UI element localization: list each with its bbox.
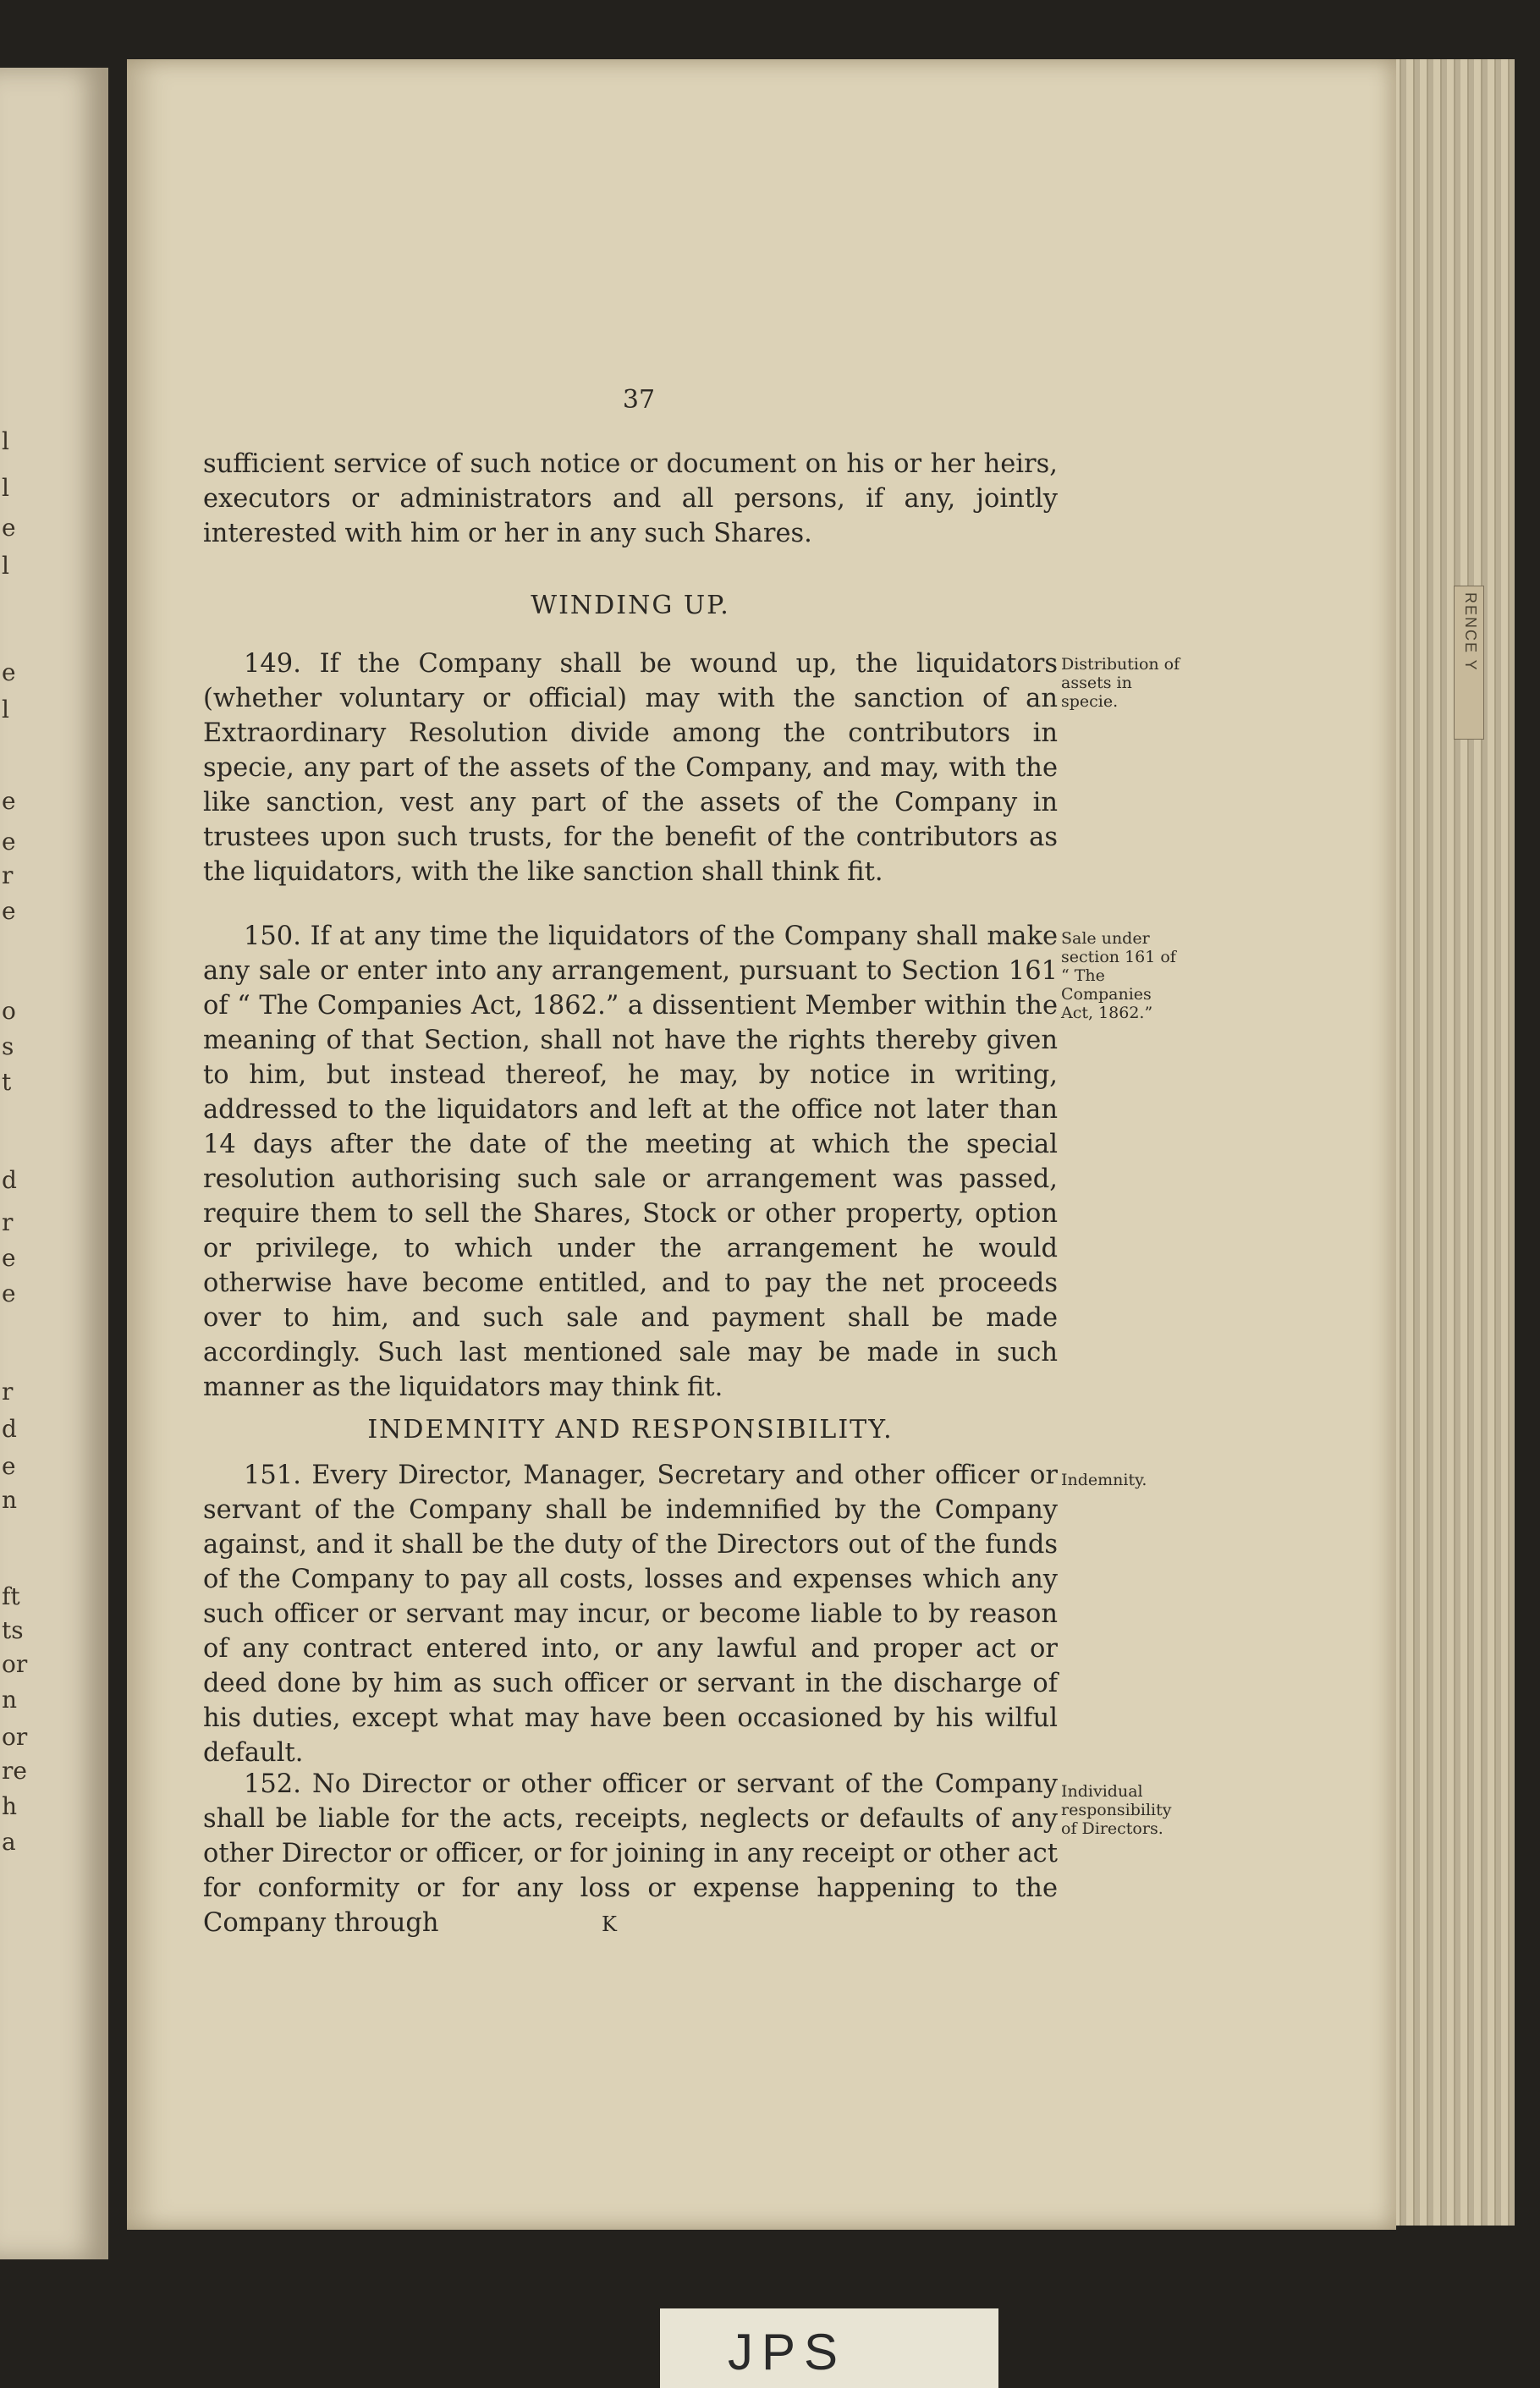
left-page-letter: n — [2, 1686, 18, 1714]
page-number: 37 — [622, 385, 656, 415]
clause-151-text: 151. Every Director, Manager, Secretary and other officer or servant of the Company shall be indemnified by the Company against, and it shall be the duty of the Directors out of the funds of the Company to pay all costs, losses and expenses which any such officer or servant may incur, or become liable to by reason of any contract entered into, or any lawful and proper act or deed done by him as such officer or servant in the discharge of his duties, except what may have been occasioned by his wilful default. — [203, 1461, 1058, 1768]
signature-mark: K — [602, 1912, 617, 1936]
margin-note-150: Sale under section 161 of “ The Companies Act, 1862.” — [1061, 929, 1176, 1022]
clause-152 — [203, 1767, 1058, 1940]
left-page-letter: d — [2, 1415, 17, 1443]
left-page-letter: a — [2, 1828, 16, 1856]
left-page-letter: n — [2, 1486, 18, 1514]
section-heading-indemnity: INDEMNITY AND RESPONSIBILITY. — [367, 1415, 894, 1444]
clause-150-text: 150. If at any time the liquidators of the Company shall make any sale or enter into any arrangement, pursuant to Section 161 of “ The Companies Act, 1862.” a dissentient Member within the meaning of that Section, shall not have the rights thereby given to him, but instead thereof, he may, by notice in writing, addressed to the liquidators and left at the office not later than 14 days after the date of the meeting at which the special resolution authorising such sale or arrangement was passed, require them to sell the Shares, Stock or other property, option or privilege, to which under the arrangement he would otherwise have become entitled, and to pay the net proceeds over to him, and such sale and payment shall be made accordingly. Such last mentioned sale may be made in such manner as the liquidators may think fit. — [203, 922, 1058, 1402]
clause-149-text: 149. If the Company shall be wound up, the liquidators (whether voluntary or official) may with the sanction of an Extraordinary Resolution divide among the contributors in specie, any part of the assets of the Company, and may, with the like sanction, vest any part of the assets of the Company in trustees upon such trusts, for the benefit of the contributors as the liquidators, with the like sanction shall think fit. — [203, 649, 1058, 887]
left-page-edge — [0, 68, 108, 2259]
left-page-letter: e — [2, 828, 16, 856]
left-page-letter: ft — [2, 1582, 20, 1610]
left-page-letter: o — [2, 997, 16, 1025]
left-page-letter: e — [2, 1244, 16, 1272]
clause-152-text: 152. No Director or other officer or servant of the Company shall be liable for the acts, receipts, neglects or defaults of any other Director or officer, or for joining in any receipt or other act for conformity or for any loss or expense happening to the Company through — [203, 1769, 1058, 1938]
left-page-letter: or — [2, 1650, 28, 1678]
left-page-letter: re — [2, 1757, 27, 1785]
left-page-letter: e — [2, 897, 16, 925]
left-page-letter: d — [2, 1166, 17, 1194]
intro-text: sufficient service of such notice or document on his or her heirs, executors or administrators and all persons, if any, jointly interested with him or her in any such Shares. — [203, 449, 1058, 548]
bottom-label: JPS — [728, 2324, 847, 2380]
left-page-letter: l — [2, 552, 9, 580]
left-page-letter: e — [2, 1279, 16, 1307]
page-edges — [1388, 59, 1515, 2226]
left-page-letter: e — [2, 514, 16, 542]
index-tab-label: RENCE Y — [1462, 592, 1479, 672]
left-page-letter: or — [2, 1723, 28, 1751]
left-page-letter: t — [2, 1068, 12, 1096]
left-page-letter: ts — [2, 1616, 24, 1644]
left-page-letter: e — [2, 1452, 16, 1480]
left-page-letter: l — [2, 696, 9, 724]
clause-151 — [203, 1458, 1058, 1770]
intro-paragraph — [203, 447, 1058, 551]
left-page-letter: s — [2, 1032, 14, 1060]
clause-149 — [203, 647, 1058, 889]
left-page-letter: e — [2, 658, 16, 686]
section-heading-winding-up: WINDING UP. — [531, 591, 730, 620]
left-page-letter: l — [2, 474, 9, 502]
left-page-letter: r — [2, 861, 14, 889]
left-page-letter: l — [2, 427, 9, 455]
margin-note-152: Individual responsibility of Directors. — [1061, 1782, 1172, 1838]
left-page-letter: r — [2, 1378, 14, 1406]
left-page-letter: r — [2, 1208, 14, 1236]
clause-150 — [203, 919, 1058, 1405]
left-page-letter: h — [2, 1792, 18, 1820]
margin-note-149: Distribution of assets in specie. — [1061, 655, 1180, 711]
margin-note-151: Indemnity. — [1061, 1471, 1147, 1489]
left-page-letter: e — [2, 787, 16, 815]
